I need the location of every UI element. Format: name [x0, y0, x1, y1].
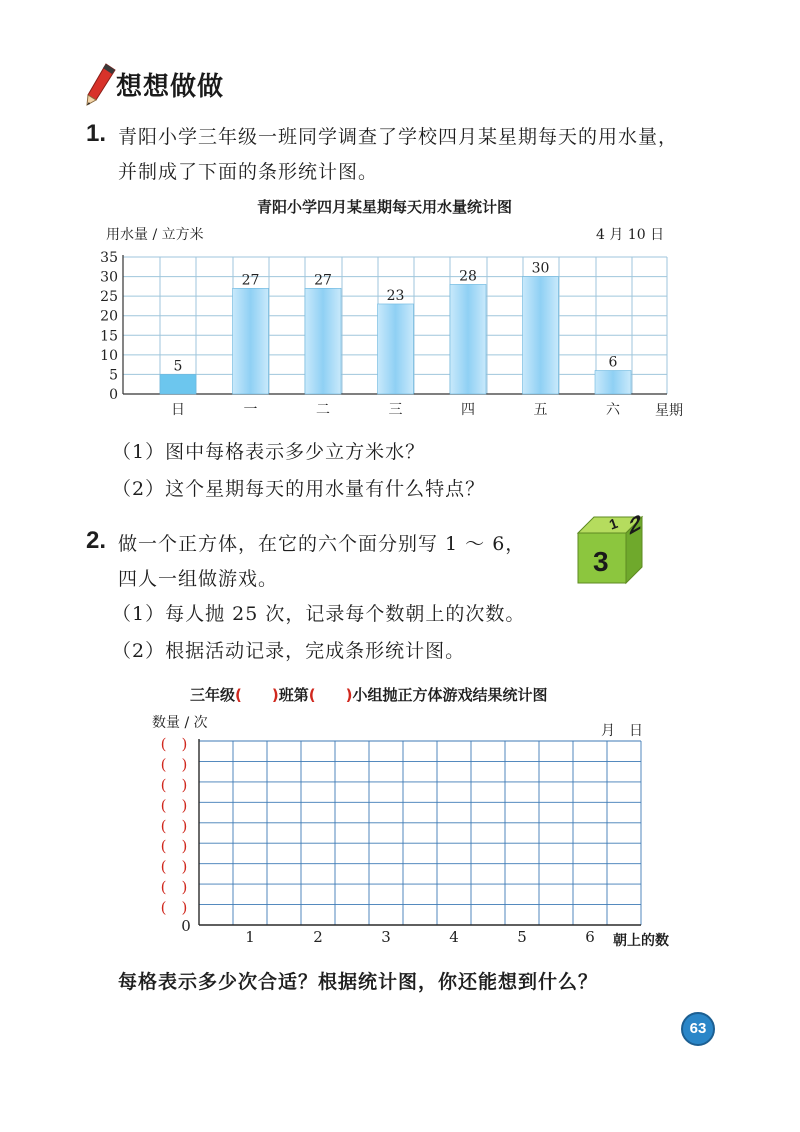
chart2-date: 月 日 — [601, 723, 643, 739]
chart2-x-tick-label-4: 5 — [517, 928, 527, 946]
chart1-data-label-2: 27 — [314, 272, 332, 289]
chart2-y-blank-mark-4: ( ) — [160, 816, 188, 835]
chart1-x-tick-label-0: 日 — [171, 402, 185, 418]
question-2-footer: 每格表示多少次合适？根据统计图，你还能想到什么？ — [118, 971, 599, 993]
chart2-y-blank-mark-8: ( ) — [160, 898, 188, 917]
chart2-title-paren-close-1: ) — [271, 686, 279, 704]
chart1-ylabel: 用水量 / 立方米 — [106, 227, 204, 243]
chart1-y-tick-label: 5 — [109, 367, 118, 384]
chart2-title-paren-close-2: ) — [345, 686, 353, 704]
chart2-y-blank-mark-7: ( ) — [160, 878, 188, 897]
chart2-x-tick-label-1: 2 — [313, 928, 323, 946]
question-2-sub2: （2）根据活动记录，完成条形统计图。 — [112, 640, 466, 662]
question-1-text-line2: 并制成了下面的条形统计图。 — [118, 161, 379, 183]
chart1-y-tick-label: 35 — [100, 250, 118, 266]
chart2-title-paren-open-2: ( — [308, 686, 316, 704]
chart1-x-tick-label-5: 五 — [533, 402, 548, 418]
chart2-x-tick-label-5: 6 — [585, 928, 595, 946]
chart2-origin-label: 0 — [181, 917, 191, 935]
dice-face-side: 2 — [629, 513, 642, 541]
chart2-title-part1: 三年级 — [190, 686, 236, 704]
chart1-y-tick-label: 10 — [100, 347, 118, 364]
chart1-data-label-5: 30 — [531, 260, 550, 277]
dice-face-front: 3 — [593, 546, 609, 577]
chart1-xlabel: 星期 — [655, 403, 683, 419]
chart1-x-tick-label-4: 四 — [461, 402, 475, 418]
chart2-title-part2: 班第 — [278, 686, 309, 704]
chart1-data-label-4: 28 — [459, 268, 477, 285]
question-1-sub2: （2）这个星期每天的用水量有什么特点？ — [112, 478, 486, 500]
chart1-x-tick-label-1: 一 — [243, 402, 258, 418]
chart1-x-tick-label-3: 三 — [388, 402, 403, 418]
chart1-x-tick-label-6: 六 — [606, 402, 620, 418]
question-2-text-line1: 做一个正方体，在它的六个面分别写 1 ～ 6， — [118, 533, 526, 555]
chart1-data-label-0: 5 — [173, 358, 183, 375]
question-2-number: 2. — [86, 527, 107, 554]
chart2-y-blank-mark-5: ( ) — [160, 837, 188, 856]
page-number-badge: 63 — [681, 1012, 715, 1046]
chart2-y-blank-mark-3: ( ) — [160, 796, 188, 815]
chart1-title: 青阳小学四月某星期每天用水量统计图 — [257, 198, 513, 216]
question-2-sub1: （1）每人抛 25 次，记录每个数朝上的次数。 — [112, 603, 526, 625]
chart2-x-tick-label-0: 1 — [245, 928, 255, 946]
chart2-title-part3: 小组抛正方体游戏结果统计图 — [352, 686, 548, 704]
chart1-y-tick-label: 20 — [100, 308, 118, 325]
chart2-y-blank-mark-2: ( ) — [160, 775, 188, 794]
chart2-xlabel: 朝上的数 — [613, 933, 669, 949]
chart1-data-label-3: 23 — [386, 287, 405, 304]
chart1-y-tick-label: 30 — [100, 269, 118, 286]
question-1-text-line1: 青阳小学三年级一班同学调查了学校四月某星期每天的用水量， — [118, 126, 679, 148]
chart1-y-tick-label: 25 — [100, 289, 118, 306]
chart1-data-label-1: 27 — [241, 272, 260, 289]
chart1-y-tick-label: 0 — [109, 387, 118, 403]
question-1-sub1: （1）图中每格表示多少立方米水？ — [112, 441, 426, 463]
chart2-y-blank-mark-0: ( ) — [160, 735, 188, 753]
chart2-x-tick-label-2: 3 — [381, 928, 391, 946]
chart1-y-tick-label: 15 — [100, 328, 118, 345]
chart2-x-tick-label-3: 4 — [449, 928, 459, 946]
chart1-date: 4 月 10 日 — [596, 227, 665, 243]
chart1-data-label-6: 6 — [608, 354, 618, 371]
chart2-y-blank-mark-1: ( ) — [160, 755, 188, 774]
question-1-number: 1. — [86, 120, 107, 147]
chart2-y-blank-mark-6: ( ) — [160, 857, 188, 876]
dice-face-top: 1 — [606, 514, 620, 533]
chart2-ylabel: 数量 / 次 — [152, 715, 208, 731]
section-title: 想想做做 — [116, 72, 225, 102]
question-2-text-line2: 四人一组做游戏。 — [118, 568, 279, 590]
chart1-x-tick-label-2: 二 — [316, 402, 330, 418]
chart2-title-paren-open-1: ( — [235, 686, 242, 704]
